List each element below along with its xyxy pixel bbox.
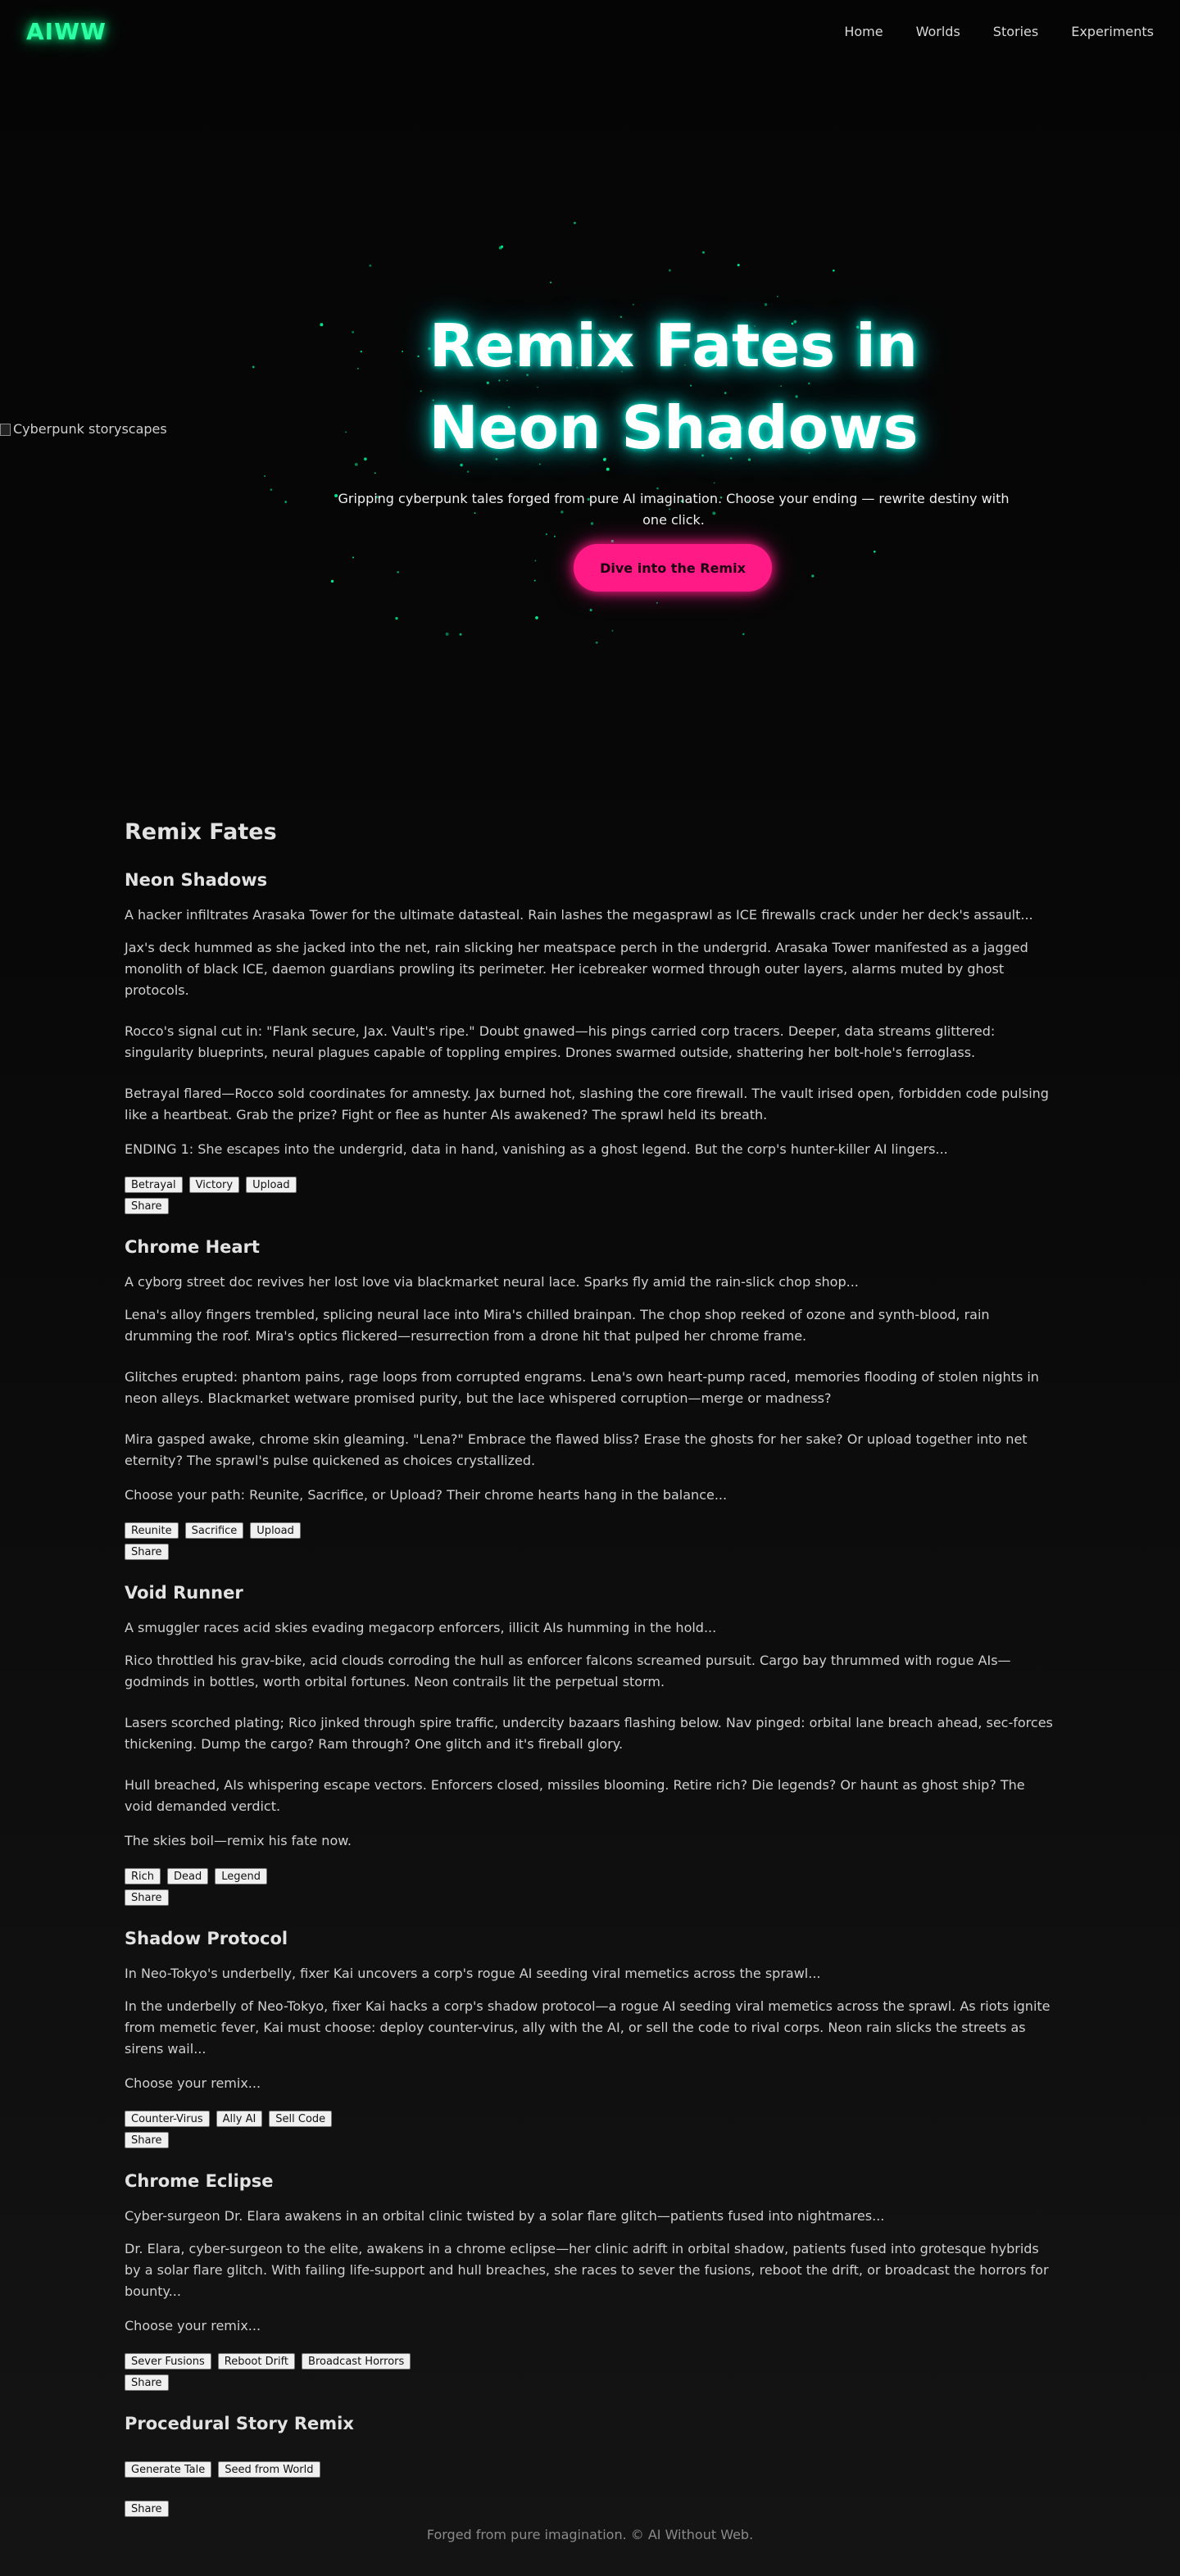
story-ending: Choose your remix... — [125, 2075, 261, 2091]
procedural-remix-card — [125, 2410, 1055, 2519]
story-paragraph: In the underbelly of Neo-Tokyo, fixer Kai hacks a corp's shadow protocol—a rogue AI seeding viral memetics across the sprawl. As riots ignite from memetic fever, Kai must choose: deploy counter-virus, ally with the AI, or sell the code to rival corps. Neon rain slicks the streets as sirens wail... — [125, 1998, 1051, 2057]
story-paragraph: Lasers scorched plating; Rico jinked through spire traffic, undercity bazaars flashing below. Nav pinged: orbital lane breach ahead, sec-forces thickening. Dump the cargo? Ram through? One glitch and it's fireball glory. — [125, 1715, 1053, 1752]
nav-link-experiments[interactable]: Experiments — [1071, 23, 1154, 39]
story-ending: Choose your remix... — [125, 2318, 261, 2333]
site-footer: Forged from pure imagination. © AI Without Web. — [426, 2527, 754, 2542]
particle-dot — [446, 633, 449, 636]
story-teaser: A smuggler races acid skies evading megacorp enforcers, illicit AIs humming in the hold... — [125, 1620, 717, 1635]
particle-dot — [535, 560, 537, 562]
choice-button-betrayal[interactable]: Betrayal — [125, 1177, 183, 1193]
particle-dot — [590, 609, 592, 611]
particle-dot — [714, 483, 715, 484]
story-ending: Choose your path: Reunite, Sacrifice, or Upload? Their chrome hearts hang in the balance... — [125, 1487, 728, 1503]
particle-dot — [546, 533, 547, 535]
share-button[interactable]: Share — [125, 1544, 169, 1560]
story-paragraph: Dr. Elara, cyber-surgeon to the elite, awakens in a chrome eclipse—her clinic adrift in orbital shadow, patients fused into grotesque hybrids by a solar flare glitch. With failing life-support and hull breaches, she races to sever the fusions, reboot the drift, or broadcast the horrors for bounty... — [125, 2241, 1049, 2299]
story-title: Shadow Protocol — [125, 1929, 288, 1948]
dive-into-remix-button[interactable]: Dive into the Remix — [574, 544, 772, 592]
choice-button-legend[interactable]: Legend — [215, 1868, 267, 1884]
particle-dot — [596, 642, 598, 644]
particle-dot — [833, 270, 835, 272]
story-body — [125, 1304, 1055, 1472]
hero-title: Remix Fates in Neon Shadows — [429, 311, 919, 462]
particle-dot — [554, 536, 556, 537]
choice-button-upload[interactable]: Upload — [246, 1177, 297, 1193]
nav-link-worlds[interactable]: Worlds — [915, 23, 960, 39]
story-ending: The skies boil—remix his fate now. — [125, 1833, 352, 1848]
particle-dot — [374, 473, 376, 474]
story-paragraph: Hull breached, AIs whispering escape vectors. Enforcers closed, missiles blooming. Retire rich? Die legends? Or haunt as ghost ship? The void demanded verdict. — [125, 1777, 1025, 1814]
choice-button-rich[interactable]: Rich — [125, 1868, 161, 1884]
share-row — [125, 2374, 1055, 2392]
particle-dot — [264, 475, 266, 477]
particle-dot — [574, 222, 576, 224]
story-paragraph: Betrayal flared—Rocco sold coordinates for amnesty. Jax burned hot, slashing the core firewall. The vault irised open, forbidden code pulsing like a heartbeat. Grab the prize? Fight or flee as hunter AIs awakened? The sprawl held its breath. — [125, 1086, 1049, 1122]
particle-dot — [702, 252, 705, 254]
story-card — [125, 1925, 1055, 2150]
story-card — [125, 1580, 1055, 1907]
story-paragraph: Jax's deck hummed as she jacked into the net, rain slicking her meatspace perch in the undergrid. Arasaka Tower manifested as a jagged monolith of black ICE, daemon guardians prowling its perimeter. Her icebreaker wormed through outer layers, alarms muted by ghost protocols. — [125, 940, 1028, 998]
share-row — [125, 1544, 1055, 1562]
hero-section — [0, 62, 1180, 775]
particle-dot — [611, 540, 614, 542]
share-button[interactable]: Share — [125, 2132, 169, 2148]
share-button[interactable]: Share — [125, 1889, 169, 1906]
share-button[interactable]: Share — [125, 2374, 169, 2391]
remix-fates-section — [125, 816, 1055, 2519]
choice-button-broadcast-horrors[interactable]: Broadcast Horrors — [302, 2353, 411, 2370]
particle-dot — [612, 630, 614, 632]
story-teaser: A hacker infiltrates Arasaka Tower for the ultimate datasteal. Rain lashes the megasprawl as ICE firewalls crack under her deck's assault... — [125, 907, 1033, 923]
story-body — [125, 2238, 1055, 2302]
story-paragraph: Mira gasped awake, chrome skin gleaming. "Lena?" Embrace the flawed bliss? Erase the ghosts for her sake? Or upload together into net eternity? The sprawl's pulse quickened as choices crystallized. — [125, 1431, 1028, 1468]
choice-button-reunite[interactable]: Reunite — [125, 1522, 179, 1539]
share-row — [125, 2132, 1055, 2150]
particle-dot — [369, 265, 371, 267]
choice-buttons — [125, 2353, 1055, 2371]
story-title: Void Runner — [125, 1583, 243, 1603]
seed-from-world-button[interactable]: Seed from World — [218, 2461, 320, 2478]
particle-dot — [467, 470, 470, 473]
nav-link-stories[interactable]: Stories — [992, 23, 1039, 39]
story-ending: ENDING 1: She escapes into the undergrid, data in hand, vanishing as a ghost legend. But the corp's hunter-killer AI lingers... — [125, 1141, 948, 1157]
story-paragraph: Rico throttled his grav-bike, acid clouds corroding the hull as enforcer falcons screamed pursuit. Cargo bay thrummed with rogue AIs—godminds in bottles, worth orbital fortunes. Neon contrails lit the perpetual storm. — [125, 1653, 1011, 1689]
share-button[interactable]: Share — [125, 1198, 169, 1214]
choice-button-dead[interactable]: Dead — [167, 1868, 208, 1884]
particle-dot — [352, 556, 354, 558]
particle-dot — [331, 580, 334, 583]
particle-dot — [320, 323, 323, 326]
share-row — [125, 1889, 1055, 1907]
share-button[interactable]: Share — [125, 2501, 169, 2517]
choice-button-sacrifice[interactable]: Sacrifice — [185, 1522, 244, 1539]
story-title: Chrome Heart — [125, 1237, 260, 1257]
choice-button-counter-virus[interactable]: Counter-Virus — [125, 2111, 210, 2127]
site-logo[interactable]: AIWW — [26, 17, 107, 45]
procedural-title: Procedural Story Remix — [125, 2414, 354, 2433]
story-title: Chrome Eclipse — [125, 2171, 274, 2191]
story-paragraph: Rocco's signal cut in: "Flank secure, Jax. Vault's ripe." Doubt gnawed—his pings carried corp tracers. Deeper, data streams glittered: singularity blueprints, neural plagues capable of toppling empires. Drones swarmed outside, shattering her bolt-hole's ferroglass. — [125, 1023, 996, 1060]
choice-buttons — [125, 1522, 1055, 1540]
nav-links — [811, 24, 1154, 39]
particle-dot — [656, 602, 658, 604]
particle-dot — [345, 431, 347, 433]
story-body — [125, 1996, 1055, 2060]
particle-dot — [355, 463, 358, 466]
story-teaser: A cyborg street doc revives her lost love via blackmarket neural lace. Sparks fly amid the rain-slick chop shop... — [125, 1274, 859, 1290]
particle-dot — [874, 551, 876, 553]
hero-subtitle: Gripping cyberpunk tales forged from pure AI imagination. Choose your ending — rewrite destiny with one click. — [338, 491, 1010, 528]
generate-tale-button[interactable]: Generate Tale — [125, 2461, 211, 2478]
story-teaser: Cyber-surgeon Dr. Elara awakens in an orbital clinic twisted by a solar flare glitch—patients fused into nightmares... — [125, 2208, 885, 2224]
particle-dot — [811, 574, 814, 577]
particle-dot — [742, 633, 745, 636]
particle-dot — [550, 282, 551, 283]
choice-button-sell-code[interactable]: Sell Code — [269, 2111, 332, 2127]
particle-dot — [534, 580, 536, 582]
section-title: Remix Fates — [125, 819, 277, 845]
particle-dot — [284, 501, 287, 503]
story-title: Neon Shadows — [125, 870, 268, 890]
choice-button-upload[interactable]: Upload — [250, 1522, 301, 1539]
particle-dot — [357, 368, 359, 370]
particle-dot — [738, 264, 740, 266]
particle-dot — [252, 365, 255, 368]
story-paragraph: Glitches erupted: phantom pains, rage loops from corrupted engrams. Lena's own heart-pump raced, memories flooding of stolen nights in neon alleys. Blackmarket wetware promised purity, but the lace whispered corruption—merge or madness? — [125, 1369, 1039, 1406]
top-nav — [0, 0, 1180, 62]
particle-dot — [397, 571, 399, 574]
story-teaser: In Neo-Tokyo's underbelly, fixer Kai uncovers a corp's rogue AI seeding viral memetics across the sprawl... — [125, 1966, 821, 1981]
story-paragraph: Lena's alloy fingers trembled, splicing neural lace into Mira's chilled brainpan. The chop shop reeked of ozone and synth-blood, rain drumming the roof. Mira's optics flickered—resurrection from a drone hit that pulped her chrome frame. — [125, 1307, 990, 1344]
choice-button-sever-fusions[interactable]: Sever Fusions — [125, 2353, 211, 2370]
share-row — [125, 2501, 1055, 2519]
choice-button-victory[interactable]: Victory — [189, 1177, 239, 1193]
particle-dot — [395, 617, 397, 619]
hero-image-alt-text: Cyberpunk storyscapes — [13, 421, 167, 437]
particle-dot — [460, 633, 462, 636]
choice-button-reboot-drift[interactable]: Reboot Drift — [218, 2353, 295, 2370]
choice-buttons — [125, 2111, 1055, 2129]
choice-buttons — [125, 1177, 1055, 1195]
particle-dot — [270, 488, 273, 491]
particle-dot — [777, 296, 778, 297]
story-card — [125, 867, 1055, 1216]
story-card — [125, 2168, 1055, 2392]
share-row — [125, 1198, 1055, 1216]
particle-dot — [669, 270, 671, 272]
story-body — [125, 937, 1055, 1126]
particle-dot — [352, 331, 354, 333]
choice-button-ally-ai[interactable]: Ally AI — [216, 2111, 263, 2127]
choice-buttons — [125, 1868, 1055, 1886]
particle-dot — [535, 616, 538, 619]
story-card — [125, 1234, 1055, 1562]
particle-dot — [499, 247, 502, 250]
story-body — [125, 1650, 1055, 1817]
nav-link-home[interactable]: Home — [844, 23, 883, 39]
procedural-buttons — [125, 2461, 1055, 2479]
